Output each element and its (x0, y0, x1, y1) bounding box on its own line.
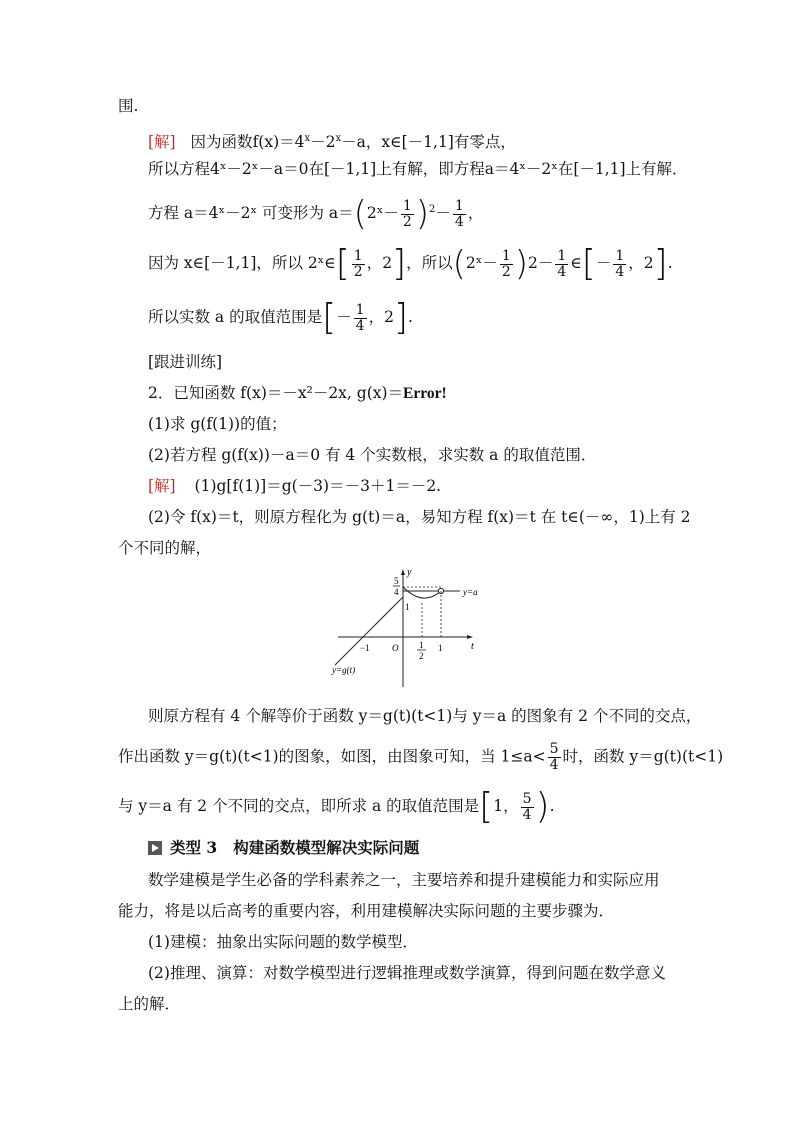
solution-line: 与 y＝a 有 2 个不同的交点，即所求 a 的取值范围是[1， $\frac{5}{4}$ ). (118, 786, 555, 827)
question-line: 2．已知函数 f(x)＝－x²－2x, g(x)＝Error! (148, 384, 447, 402)
tick-label: 1 (405, 602, 410, 612)
parabola-segment (403, 587, 441, 598)
tick-label: 2 (419, 651, 424, 661)
curve-label: y=a (463, 587, 478, 597)
text-line: 因为 x∈[－1,1]，所以 2ˣ∈[ $\frac{1}{2}$ ，2]，所以(2ˣ－ $\frac{1}{2}$ )2－ $\frac{1}{4}$ ∈[－ $\frac{1}{4}$ ，2]. (148, 243, 673, 284)
question-line: (2)若方程 g(f(x))－a＝0 有 4 个实数根，求实数 a 的取值范围． (148, 446, 597, 464)
solution-line: 个不同的解， (118, 539, 212, 557)
tick-label: −1 (360, 643, 370, 653)
paragraph-line: 上的解． (118, 995, 181, 1013)
function-graph (330, 565, 480, 690)
question-line: (1)求 g(f(1))的值； (148, 415, 287, 433)
tick-label: 4 (394, 587, 399, 597)
tick-label: 1 (419, 640, 424, 650)
text-line: 所以方程4ˣ－2ˣ－a＝0在[－1,1]上有解，即方程a＝4ˣ－2ˣ在[－1,1]上有解． (148, 160, 688, 178)
t-axis-arrow (467, 635, 473, 639)
section-heading: 类型 3 构建函数模型解决实际问题 (148, 838, 419, 858)
y-axis-label: y (407, 567, 412, 578)
text-line: 所以实数 a 的取值范围是[－ $\frac{1}{4}$ ，2]. (148, 297, 413, 338)
text-line: 方程 a＝4ˣ－2ˣ 可变形为 a＝(2ˣ－ $\frac{1}{2}$ )$^2$－ $\frac{1}{4}$ ， (148, 194, 484, 234)
origin-label: O (392, 643, 399, 653)
curve-label: y=g(t) (332, 665, 356, 675)
paragraph-line: 能力，将是以后高考的重要内容，利用建模解决实际问题的主要步骤为． (118, 902, 615, 920)
paragraph-line: 数学建模是学生必备的学科素养之一，主要培养和提升建模能力和实际应用 (148, 871, 660, 889)
y-axis-arrow (401, 569, 405, 575)
line-segment-t-plus-1 (335, 597, 403, 665)
training-heading: [跟进训练] (148, 353, 223, 371)
solution-line: [解] (1)g[f(1)]＝g(－3)＝－3＋1＝－2. (148, 477, 442, 495)
tick-label: 1 (438, 643, 443, 653)
solution-tag: [解] (148, 477, 176, 495)
paragraph-line: (2)推理、演算：对数学模型进行逻辑推理或数学演算，得到问题在数学意义 (148, 964, 666, 982)
text-line: [解] 因为函数$f(x)=4^x-2^x-a$，x∈[－1,1]有零点， (148, 133, 516, 151)
solution-line: (2)令 f(x)＝t，则原方程化为 g(t)＝a，易知方程 f(x)＝t 在 t∈(－∞，1)上有 2 (148, 508, 691, 526)
play-triangle-icon (148, 841, 162, 855)
solution-line: 作出函数 y＝g(t)(t<1)的图象，如图，由图象可知，当 1≤a< $\frac{5}{4}$ 时，函数 y＝g(t)(t<1) (118, 741, 724, 773)
text-line: 围. (118, 97, 139, 115)
tick-label: 5 (394, 576, 399, 586)
t-axis-label: t (471, 641, 474, 652)
solution-tag: [解] (148, 133, 176, 151)
paragraph-line: (1)建模：抽象出实际问题的数学模型． (148, 933, 418, 951)
solution-line: 则原方程有 4 个解等价于函数 y＝g(t)(t<1)与 y＝a 的图象有 2 个不同的交点， (148, 707, 702, 725)
